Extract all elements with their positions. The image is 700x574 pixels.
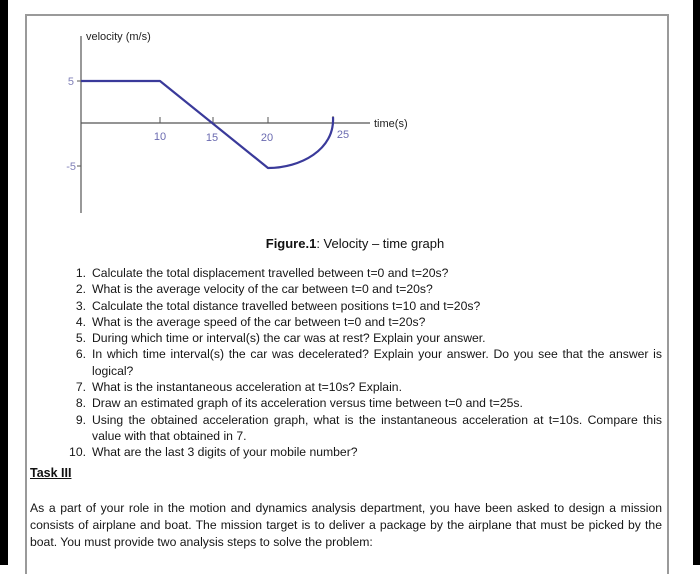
x-tick-label: 15	[205, 132, 219, 144]
question-item: 1. Calculate the total displacement travelled between t=0 and t=20s?	[75, 266, 449, 280]
task-heading: Task III	[30, 466, 72, 480]
question-item: 2. What is the average velocity of the car between t=0 and t=20s?	[75, 282, 433, 297]
figure-caption	[0, 236, 700, 251]
task-description: As a part of your role in the motion and dynamics analysis department, you have been asked to design a mission consists of airplane and boat. The mission target is to deliver a package by the airplane that must be picked by the boat. You must provide two analysis steps to solve the problem:	[30, 501, 662, 549]
question-item: 6. In which time interval(s) the car was decelerated? Explain your answer. Do you see that the answer is logical?	[75, 347, 662, 378]
x-tick-label: 10	[153, 131, 167, 143]
question-item: 5. During which time or interval(s) the car was at rest? Explain your answer.	[75, 331, 486, 346]
y-tick-label: -5	[66, 161, 76, 173]
question-item: 4. What is the average speed of the car between t=0 and t=20s?	[75, 314, 426, 329]
velocity-time-chart	[0, 0, 700, 235]
x-tick-label: 20	[260, 132, 274, 144]
question-item: 7. What is the instantaneous acceleration at t=10s? Explain.	[75, 380, 402, 395]
figure-caption-number: Figure.1	[265, 236, 317, 251]
x-tick-label: 25	[336, 129, 350, 141]
figure-caption-text: : Velocity – time graph	[316, 236, 445, 251]
y-tick-label: 5	[67, 76, 74, 88]
question-item: 3. Calculate the total distance travelled between positions t=10 and t=20s?	[75, 298, 481, 313]
question-item: 9. Using the obtained acceleration graph, what is the instantaneous acceleration at t=10s. Compare this value with that obtained in 7.	[75, 412, 662, 443]
question-list	[60, 265, 662, 461]
x-axis-label: time(s)	[374, 118, 408, 130]
velocity-line	[81, 81, 333, 168]
y-axis-label: velocity (m/s)	[86, 31, 151, 43]
question-item: 10. What are the last 3 digits of your mobile number?	[69, 445, 358, 460]
question-item: 8. Draw an estimated graph of its acceleration versus time between t=0 and t=25s.	[75, 396, 523, 411]
